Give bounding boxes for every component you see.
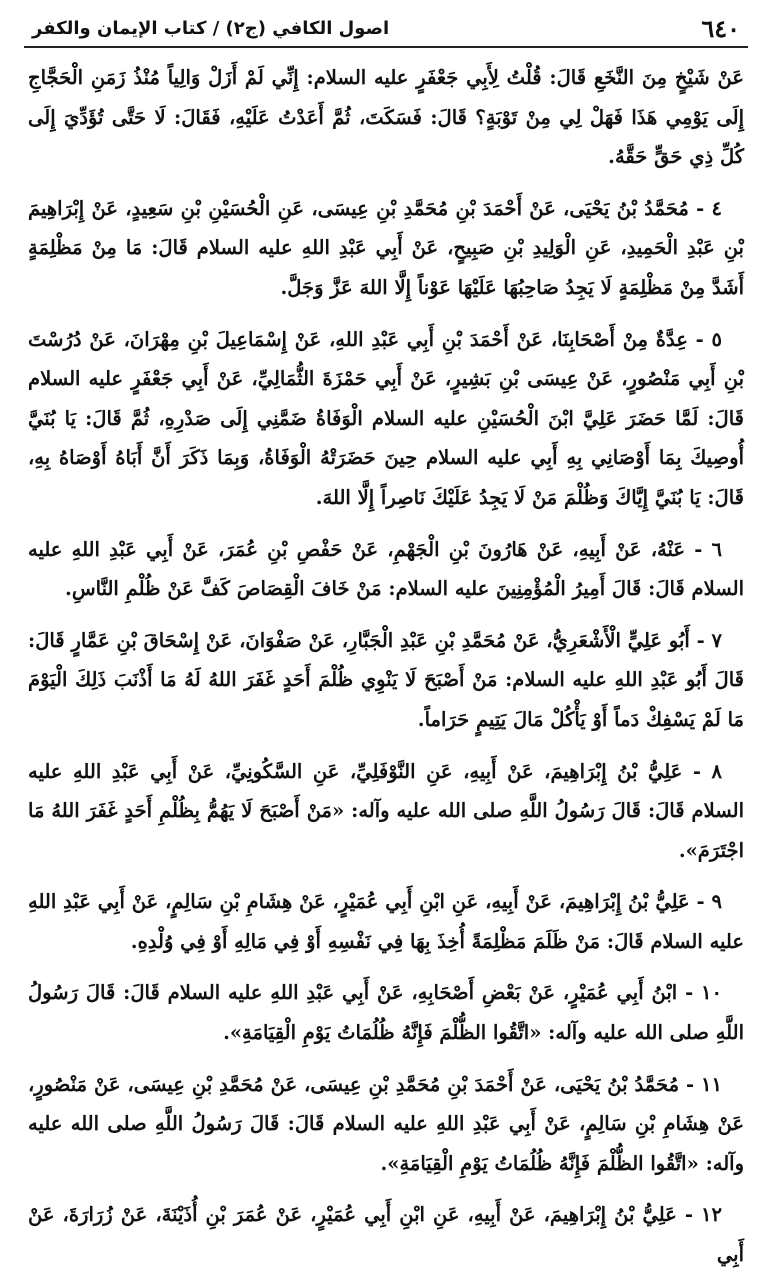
hadith-12: ١٢ - عَلِيُّ بْنُ إِبْرَاهِيمَ، عَنْ أَبِيهِ، عَنِ ابْنِ أَبِي عُمَيْرٍ، عَنْ عُمَرَ بْنِ أُذَيْنَةَ، عَنْ زُرَارَةَ، عَنْ أَبِي xyxy=(28,1203,744,1267)
page-header xyxy=(32,14,740,42)
hadith-continuation: عَنْ شَيْخٍ مِنَ النَّخَعِ قَالَ: قُلْتُ لِأَبِي جَعْفَرٍ عليه السلام: إِنِّي لَمْ أَزَلْ وَالِياً مُنْذُ زَمَنِ الْحَجَّاجِ إِلَى يَوْمِي هَذَا فَهَلْ لِي مِنْ تَوْبَةٍ؟ قَالَ: فَسَكَتَ، ثُمَّ أَعَدْتُ عَلَيْهِ، فَقَالَ: لَا حَتَّى تُؤَدِّيَ إِلَى كُلِّ ذِي حَقٍّ حَقَّهُ. xyxy=(28,66,744,169)
page-number: ٦٤٠ xyxy=(701,13,740,43)
hadith-11: ١١ - مُحَمَّدُ بْنُ يَحْيَى، عَنْ أَحْمَدَ بْنِ مُحَمَّدِ بْنِ عِيسَى، عَنْ مُحَمَّدِ بْنِ عِيسَى، عَنْ مَنْصُورٍ، عَنْ هِشَامِ بْنِ سَالِمٍ، عَنْ أَبِي عَبْدِ اللهِ عليه السلام قَالَ: قَالَ رَسُولُ اللَّهِ صلى الله عليه وآله: «اتَّقُوا الظُّلْمَ فَإِنَّهُ ظُلُمَاتُ يَوْمِ الْقِيَامَةِ». xyxy=(28,1072,744,1175)
running-title: اصول الكافي (ج٢) / كتاب الإيمان والكفر xyxy=(32,17,390,39)
hadith-7: ٧ - أَبُو عَلِيٍّ الْأَشْعَرِيُّ، عَنْ مُحَمَّدِ بْنِ عَبْدِ الْجَبَّارِ، عَنْ صَفْوَانَ، عَنْ إِسْحَاقَ بْنِ عَمَّارٍ قَالَ: قَالَ أَبُو عَبْدِ اللهِ عليه السلام: مَنْ أَصْبَحَ لَا يَنْوِي ظُلْمَ أَحَدٍ غَفَرَ اللهُ لَهُ مَا أَذْنَبَ ذَلِكَ الْيَوْمَ مَا لَمْ يَسْفِكْ دَماً أَوْ يَأْكُلْ مَالَ يَتِيمٍ حَرَاماً. xyxy=(28,628,744,731)
page-body xyxy=(28,58,744,1267)
hadith-8: ٨ - عَلِيُّ بْنُ إِبْرَاهِيمَ، عَنْ أَبِيهِ، عَنِ النَّوْفَلِيِّ، عَنِ السَّكُونِيِّ، عَنْ أَبِي عَبْدِ اللهِ عليه السلام قَالَ: قَالَ رَسُولُ اللَّهِ صلى الله عليه وآله: «مَنْ أَصْبَحَ لَا يَهُمُّ بِظُلْمِ أَحَدٍ غَفَرَ اللهُ مَا اجْتَرَمَ». xyxy=(28,759,744,862)
hadith-4: ٤ - مُحَمَّدُ بْنُ يَحْيَى، عَنْ أَحْمَدَ بْنِ مُحَمَّدِ بْنِ عِيسَى، عَنِ الْحُسَيْنِ بْنِ سَعِيدٍ، عَنْ إِبْرَاهِيمَ بْنِ عَبْدِ الْحَمِيدِ، عَنِ الْوَلِيدِ بْنِ صَبِيحٍ، عَنْ أَبِي عَبْدِ اللهِ عليه السلام قَالَ: مَا مِنْ مَظْلِمَةٍ أَشَدَّ مِنْ مَظْلِمَةٍ لَا يَجِدُ صَاحِبُهَا عَلَيْهَا عَوْناً إِلَّا اللهَ عَزَّ وَجَلَّ. xyxy=(28,196,744,299)
hadith-6: ٦ - عَنْهُ، عَنْ أَبِيهِ، عَنْ هَارُونَ بْنِ الْجَهْمِ، عَنْ حَفْصِ بْنِ عُمَرَ، عَنْ أَبِي عَبْدِ اللهِ عليه السلام قَالَ: قَالَ أَمِيرُ الْمُؤْمِنِينَ عليه السلام: مَنْ خَافَ الْقِصَاصَ كَفَّ عَنْ ظُلْمِ النَّاسِ. xyxy=(28,537,744,601)
hadith-5: ٥ - عِدَّةٌ مِنْ أَصْحَابِنَا، عَنْ أَحْمَدَ بْنِ أَبِي عَبْدِ اللهِ، عَنْ إِسْمَاعِيلَ بْنِ مِهْرَانَ، عَنْ دُرُسْتَ بْنِ أَبِي مَنْصُورٍ، عَنْ عِيسَى بْنِ بَشِيرٍ، عَنْ أَبِي حَمْزَةَ الثُّمَالِيِّ، عَنْ أَبِي جَعْفَرٍ عليه السلام قَالَ: لَمَّا حَضَرَ عَلِيَّ ابْنَ الْحُسَيْنِ عليه السلام الْوَفَاةُ ضَمَّنِي إِلَى صَدْرِهِ، ثُمَّ قَالَ: يَا بُنَيَّ أُوصِيكَ بِمَا أَوْصَانِي بِهِ أَبِي عليه السلام حِينَ حَضَرَتْهُ الْوَفَاةُ، وَبِمَا ذَكَرَ أَنَّ أَبَاهُ أَوْصَاهُ بِهِ، قَالَ: يَا بُنَيَّ إِيَّاكَ وَظُلْمَ مَنْ لَا يَجِدُ عَلَيْكَ نَاصِراً إِلَّا اللهَ. xyxy=(28,327,744,509)
header-rule xyxy=(24,46,748,48)
hadith-9: ٩ - عَلِيُّ بْنُ إِبْرَاهِيمَ، عَنْ أَبِيهِ، عَنِ ابْنِ أَبِي عُمَيْرٍ، عَنْ هِشَامِ بْنِ سَالِمٍ، عَنْ أَبِي عَبْدِ اللهِ عليه السلام قَالَ: مَنْ ظَلَمَ مَظْلِمَةً أُخِذَ بِهَا فِي نَفْسِهِ أَوْ فِي مَالِهِ أَوْ فِي وُلْدِهِ. xyxy=(28,890,744,953)
hadith-10: ١٠ - ابْنُ أَبِي عُمَيْرٍ، عَنْ بَعْضِ أَصْحَابِهِ، عَنْ أَبِي عَبْدِ اللهِ عليه السلام قَالَ: قَالَ رَسُولُ اللَّهِ صلى الله عليه وآله: «اتَّقُوا الظُّلْمَ فَإِنَّهُ ظُلُمَاتُ يَوْمِ الْقِيَامَةِ». xyxy=(28,981,744,1045)
